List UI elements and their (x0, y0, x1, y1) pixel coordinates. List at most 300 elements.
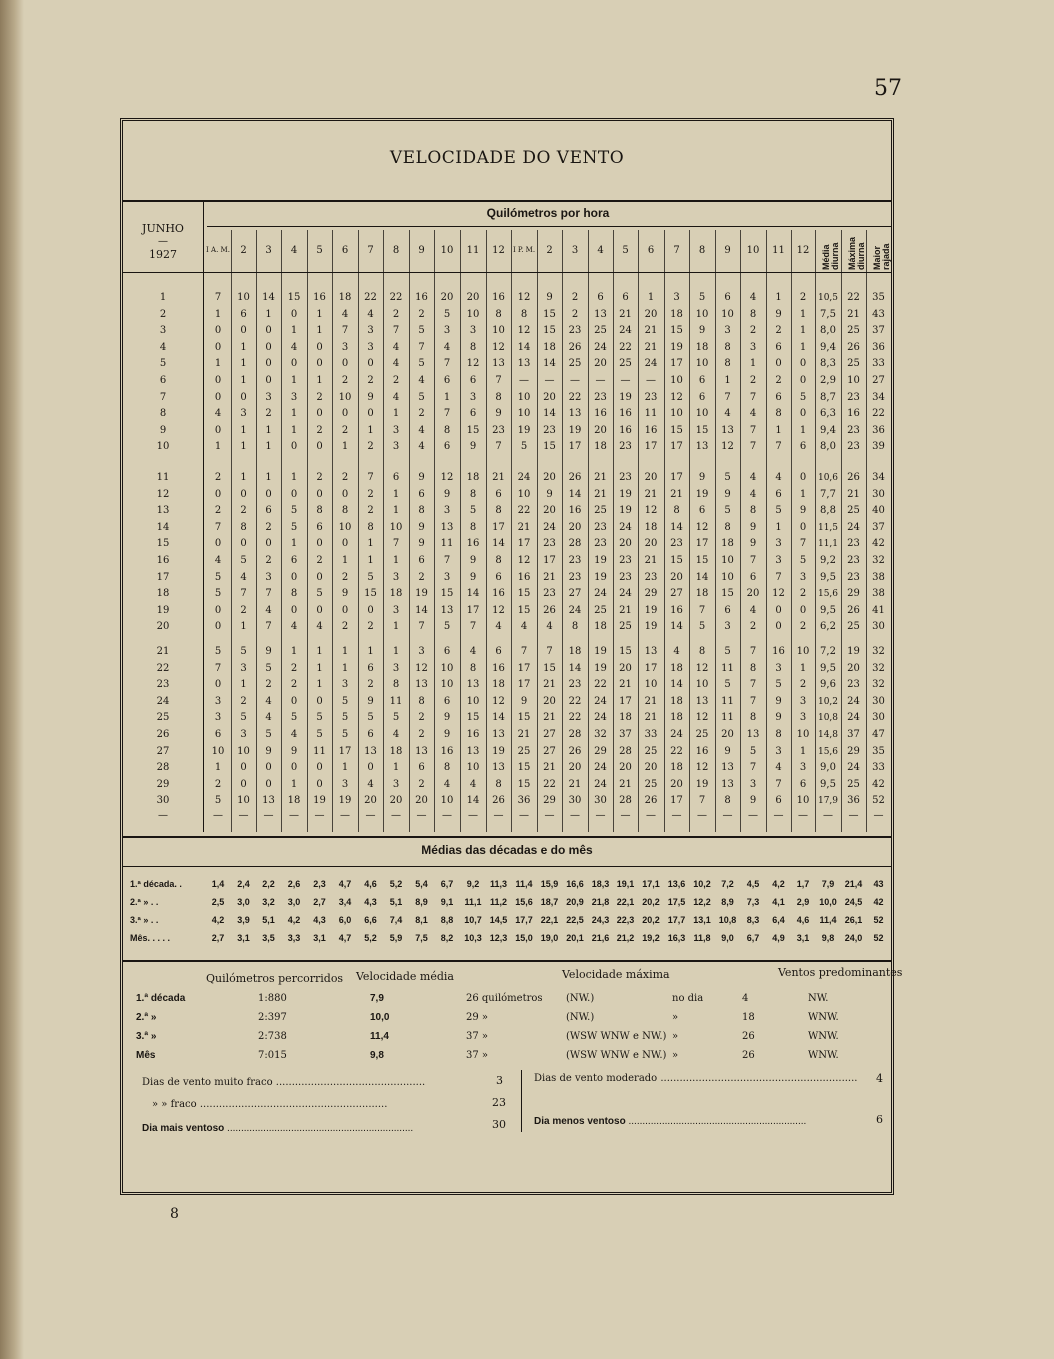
average-cell: 18,3 (591, 879, 610, 889)
table-cell: 10 (670, 375, 683, 386)
table-cell: 17 (492, 521, 505, 533)
table-cell: 10 (492, 325, 505, 337)
averages-bottom-rule (122, 960, 892, 962)
average-cell: 11,3 (489, 879, 508, 889)
table-cell: 5 (341, 695, 349, 707)
table-cell: 4 (265, 695, 272, 707)
empty-row-cell: — (671, 810, 682, 821)
hour-header: 9 (418, 245, 425, 256)
table-cell: 12 (517, 292, 531, 303)
table-cell: 30 (872, 621, 885, 633)
day-label: 6 (159, 375, 167, 386)
table-cell: 4 (520, 621, 528, 633)
table-cell: 19 (594, 571, 607, 583)
table-cell: 3 (265, 571, 272, 583)
average-cell: 4,6 (796, 915, 810, 925)
averages-title-rule (122, 866, 892, 867)
day-label: 13 (156, 505, 170, 517)
table-cell: 8 (495, 391, 502, 403)
table-cell: 3 (290, 391, 298, 403)
table-cell: 0 (290, 571, 298, 583)
table-cell: 23 (568, 679, 582, 691)
table-cell: 17 (670, 795, 683, 807)
table-cell: 22 (670, 745, 683, 757)
table-cell: 25 (568, 358, 582, 370)
table-cell: 2 (341, 424, 349, 436)
table-cell: 7,7 (820, 488, 836, 500)
table-cell: 4 (367, 778, 374, 790)
table-cell: 16 (644, 424, 658, 436)
table-cell: 15 (517, 762, 531, 774)
table-cell: 2 (240, 505, 247, 517)
table-cell: 9 (469, 441, 477, 453)
table-cell: 7 (495, 441, 502, 453)
table-cell: 1 (265, 472, 272, 483)
table-cell: 3 (240, 408, 247, 420)
table-cell: 1 (341, 646, 349, 657)
summary-wind: WNW. (808, 1031, 839, 1042)
average-label: 1.ª década. . (130, 879, 182, 889)
table-cell: 5 (240, 555, 247, 566)
table-cell: 5 (214, 795, 222, 807)
table-cell: 3 (724, 621, 731, 633)
empty-row-cell: — (848, 810, 859, 821)
table-cell: 1 (392, 621, 400, 633)
table-cell: 10,8 (817, 713, 839, 724)
table-cell: 1 (316, 679, 323, 691)
table-cell: 16 (517, 571, 531, 583)
hour-header: 4 (290, 245, 298, 256)
table-cell: 19 (313, 795, 326, 807)
average-cell: 13,1 (693, 915, 711, 925)
table-cell: 0 (316, 341, 323, 353)
average-cell: 10,3 (464, 933, 482, 943)
table-cell: 11 (389, 695, 403, 707)
table-cell: 6 (418, 762, 425, 774)
table-cell: 7 (418, 621, 425, 633)
table-cell: 1 (392, 555, 400, 566)
table-cell: 37 (872, 521, 885, 533)
table-cell: 7 (443, 358, 451, 370)
table-cell: 12 (517, 325, 531, 337)
table-cell: 0 (799, 604, 807, 616)
table-cell: 2 (775, 325, 782, 337)
table-cell: 0 (265, 488, 272, 500)
table-cell: 0 (367, 358, 374, 370)
table-cell: 1 (367, 646, 374, 657)
table-cell: 6 (443, 695, 451, 707)
average-cell: 15,6 (515, 897, 533, 907)
table-cell: 2 (799, 679, 807, 691)
table-cell: 17,9 (817, 796, 839, 807)
table-cell: 42 (872, 538, 885, 550)
table-cell: 7 (749, 646, 757, 657)
table-cell: 14 (670, 621, 683, 633)
table-cell: 19 (644, 621, 658, 633)
table-cell: 5 (724, 505, 731, 517)
empty-row-cell: — (391, 810, 401, 821)
table-cell: 8 (469, 341, 477, 353)
table-cell: 30 (872, 712, 885, 724)
table-cell: 7 (367, 472, 374, 483)
summary-direction: (NW.) (566, 993, 595, 1004)
table-cell: 21 (517, 729, 531, 740)
table-cell: 1 (214, 308, 222, 320)
summary-day-label: » (672, 1031, 679, 1042)
hour-header: I A. M. (206, 246, 230, 254)
table-cell: 6 (316, 521, 323, 533)
table-cell: 1 (799, 662, 807, 674)
table-cell: 3 (775, 555, 782, 566)
table-cell: 10 (237, 745, 250, 757)
table-cell: 18 (389, 588, 403, 600)
table-cell: 0 (214, 325, 222, 337)
table-cell: 4 (367, 308, 374, 320)
table-cell: 5 (341, 729, 349, 740)
table-cell: 10 (796, 795, 810, 807)
table-cell: 6 (367, 662, 374, 674)
hour-header: I P. M. (512, 246, 536, 254)
table-cell: 17 (338, 745, 352, 757)
table-cell: 14 (543, 358, 556, 370)
table-cell: 9,6 (820, 679, 836, 691)
table-cell: — (595, 375, 606, 386)
table-cell: — (519, 375, 529, 386)
table-cell: 4 (443, 778, 451, 790)
average-cell: 3,0 (287, 897, 301, 907)
table-cell: 1 (443, 391, 451, 403)
table-cell: 12 (695, 712, 709, 724)
table-cell: 0 (290, 762, 298, 774)
table-cell: — (646, 375, 656, 386)
table-cell: 1 (799, 488, 807, 500)
table-cell: 16 (466, 729, 480, 740)
table-cell: 9 (367, 391, 374, 403)
table-cell: 6 (622, 292, 629, 303)
table-cell: 8 (724, 341, 731, 353)
table-cell: 7,2 (820, 646, 836, 657)
average-cell: 3,4 (338, 897, 352, 907)
body-bottom-rule (122, 836, 892, 838)
average-cell: 8,9 (415, 897, 428, 907)
table-cell: 1 (290, 424, 298, 436)
table-cell: 12 (492, 341, 505, 353)
hour-header: 10 (746, 245, 760, 256)
table-cell: 9 (775, 712, 782, 724)
table-cell: 1 (341, 762, 349, 774)
table-cell: 14 (543, 408, 556, 420)
table-cell: 7 (265, 621, 272, 633)
table-cell: 20 (466, 292, 480, 303)
day-label: 20 (156, 621, 170, 633)
table-cell: 4 (290, 341, 298, 353)
table-cell: 5 (775, 505, 782, 517)
table-cell: 12 (670, 391, 683, 403)
table-cell: 2 (367, 621, 374, 633)
table-cell: 14 (670, 521, 683, 533)
table-cell: 18 (670, 762, 683, 774)
average-cell: 26,1 (844, 915, 863, 925)
day-label: 19 (156, 604, 170, 616)
table-cell: 1 (316, 646, 323, 657)
table-cell: 24 (847, 712, 860, 724)
table-cell: 19 (517, 424, 531, 436)
table-cell: 15 (517, 588, 531, 600)
table-cell: 3 (443, 505, 451, 517)
hour-header: 5 (316, 245, 323, 256)
table-cell: 3 (443, 325, 451, 337)
table-cell: 13 (466, 679, 480, 691)
summary-km: 1:880 (258, 993, 287, 1004)
table-cell: 5 (367, 712, 374, 724)
table-cell: 17 (543, 555, 556, 566)
table-cell: 18 (568, 646, 582, 657)
table-cell: 6 (469, 408, 477, 420)
day-label: 23 (156, 679, 170, 691)
table-cell: 23 (644, 391, 658, 403)
table-cell: 0 (799, 408, 807, 420)
table-cell: 3 (673, 292, 680, 303)
table-cell: 20 (619, 662, 632, 674)
table-cell: 12 (772, 588, 785, 600)
table-cell: 0 (290, 441, 298, 453)
table-cell: 2 (367, 488, 374, 500)
table-cell: 22 (568, 391, 582, 403)
average-cell: 3,2 (262, 897, 275, 907)
table-cell: 24 (619, 588, 632, 600)
table-cell: 3 (799, 762, 807, 774)
table-cell: 10 (338, 521, 352, 533)
table-cell: 2 (367, 505, 374, 517)
table-cell: 20 (644, 308, 658, 320)
table-cell: 23 (594, 521, 607, 533)
table-cell: 1 (367, 538, 374, 550)
table-cell: 5 (724, 679, 731, 691)
table-cell: 0 (214, 604, 222, 616)
table-cell: 25 (847, 505, 860, 517)
average-cell: 5,1 (389, 897, 403, 907)
table-cell: 20 (721, 729, 734, 740)
average-cell: 4,2 (772, 879, 785, 889)
empty-row-cell: — (646, 810, 656, 821)
table-cell: 8 (290, 588, 298, 600)
summary-label: 2.ª » (136, 1012, 157, 1023)
table-cell: 13 (746, 729, 760, 740)
table-cell: 9 (341, 588, 349, 600)
windiest-value: 30 (492, 1118, 506, 1131)
table-cell: 12 (695, 662, 709, 674)
table-cell: 4 (469, 646, 477, 657)
summary-wind: WNW. (808, 1012, 839, 1023)
table-cell: 5 (443, 621, 451, 633)
summary-day: 26 (742, 1050, 755, 1061)
table-cell: 12 (721, 441, 734, 453)
table-cell: 16 (492, 662, 505, 674)
table-cell: 30 (872, 695, 885, 707)
table-cell: 0 (240, 488, 247, 500)
average-cell: 7,2 (721, 879, 734, 889)
average-cell: 4,1 (772, 897, 785, 907)
table-cell: 0 (316, 358, 323, 370)
table-cell: 35 (872, 292, 885, 303)
average-cell: 9,2 (466, 879, 480, 889)
least-label: Dia menos ventoso ................................................................ (534, 1116, 807, 1127)
table-cell: 29 (594, 745, 607, 757)
table-cell: 24 (594, 778, 607, 790)
empty-row-cell: — (213, 810, 223, 821)
table-cell: 6 (775, 488, 782, 500)
table-cell: 21 (543, 571, 556, 583)
day-label: 28 (156, 762, 170, 774)
table-cell: 17 (670, 472, 683, 483)
day-label: 2 (159, 308, 167, 320)
summary-day-label: no dia (672, 993, 704, 1004)
summary-day: 18 (742, 1012, 755, 1023)
day-label: 11 (156, 472, 170, 483)
table-cell: 21 (644, 325, 658, 337)
table-cell: 2 (341, 621, 349, 633)
table-cell: 20 (594, 424, 607, 436)
day-label: 10 (156, 441, 170, 453)
table-cell: 33 (872, 762, 885, 774)
average-cell: 5,2 (364, 933, 377, 943)
table-cell: 19 (594, 555, 607, 566)
table-cell: 6 (698, 505, 706, 517)
hour-header: 3 (265, 245, 272, 256)
table-cell: 4 (418, 424, 425, 436)
table-cell: 20 (644, 762, 658, 774)
table-cell: 3 (775, 745, 782, 757)
table-cell: 6 (799, 778, 807, 790)
table-cell: 0 (316, 571, 323, 583)
average-cell: 7,3 (746, 897, 760, 907)
table-cell: 10,6 (817, 473, 839, 483)
table-cell: 2 (367, 375, 374, 386)
table-cell: 20 (644, 472, 658, 483)
table-cell: 18 (287, 795, 301, 807)
table-cell: 8 (469, 662, 477, 674)
table-cell: 23 (594, 538, 607, 550)
average-cell: 5,2 (389, 879, 403, 889)
table-cell: 5 (316, 588, 323, 600)
empty-row-label: — (158, 810, 168, 821)
table-cell: 9 (418, 538, 425, 550)
table-cell: 8,0 (820, 325, 836, 337)
table-cell: 20 (568, 762, 582, 774)
table-cell: 5 (240, 646, 247, 657)
table-cell: 1 (392, 646, 400, 657)
table-cell: 3 (392, 778, 400, 790)
weak-label: » » fraco ........................................................... (152, 1099, 388, 1110)
table-cell: 23 (568, 325, 582, 337)
table-cell: 4 (392, 391, 400, 403)
table-cell: 5 (469, 505, 477, 517)
table-cell: 4 (214, 408, 222, 420)
hour-header: 3 (571, 245, 579, 256)
empty-row-cell: — (519, 810, 529, 821)
table-cell: 8 (469, 521, 477, 533)
empty-row-cell: — (873, 810, 884, 821)
table-cell: 33 (644, 729, 658, 740)
empty-row-cell: — (722, 810, 733, 821)
table-cell: 24 (594, 762, 607, 774)
table-cell: 20 (543, 505, 556, 517)
table-cell: 14 (415, 604, 428, 616)
table-cell: 4 (749, 488, 757, 500)
table-cell: 7 (214, 521, 222, 533)
summary-wind: NW. (808, 993, 829, 1004)
table-cell: 17 (466, 604, 480, 616)
table-cell: 1 (240, 341, 247, 353)
table-cell: 43 (872, 308, 885, 320)
table-cell: 8 (367, 521, 374, 533)
summary-day: 4 (742, 993, 749, 1004)
average-cell: 4,3 (364, 897, 377, 907)
table-cell: 3 (367, 341, 374, 353)
day-label: 17 (156, 571, 170, 583)
day-label: 3 (159, 325, 167, 337)
table-cell: 33 (872, 358, 885, 370)
table-cell: 2 (571, 308, 579, 320)
page-number: 57 (874, 76, 902, 101)
table-cell: 1 (214, 441, 222, 453)
table-cell: 7 (392, 325, 400, 337)
average-cell: 18,7 (540, 897, 559, 907)
table-cell: 6 (597, 292, 604, 303)
summary-km: 2:397 (258, 1012, 287, 1023)
table-cell: 3 (799, 712, 807, 724)
table-cell: 18 (670, 308, 683, 320)
table-cell: 3 (799, 695, 807, 707)
table-cell: 15 (517, 604, 531, 616)
table-cell: 2 (799, 292, 807, 303)
table-cell: — (620, 375, 631, 386)
table-cell: 2 (214, 505, 222, 517)
day-label: 8 (159, 408, 167, 420)
table-cell: 5 (698, 292, 706, 303)
table-cell: 20 (670, 778, 683, 790)
table-cell: 0 (265, 325, 272, 337)
table-cell: 17 (695, 538, 709, 550)
table-cell: 25 (847, 358, 860, 370)
year-label: 1927 (149, 248, 177, 261)
table-cell: 3 (214, 695, 222, 707)
table-cell: 1 (392, 408, 400, 420)
table-cell: 1 (392, 488, 400, 500)
table-cell: 18 (670, 662, 683, 674)
very-weak-value: 3 (496, 1074, 503, 1087)
table-cell: 5 (367, 571, 374, 583)
average-cell: 11,4 (819, 915, 837, 925)
table-cell: 19 (338, 795, 352, 807)
table-cell: 17 (517, 538, 531, 550)
table-cell: 18 (594, 441, 607, 453)
table-cell: 10,5 (817, 293, 839, 303)
table-cell: 4 (240, 571, 247, 583)
table-cell: 0 (799, 521, 807, 533)
table-cell: 4 (673, 646, 680, 657)
table-cell: 9 (443, 488, 451, 500)
table-cell: 9 (546, 292, 553, 303)
table-cell: 15 (517, 778, 531, 790)
table-cell: 23 (619, 571, 632, 583)
table-cell: 2 (240, 604, 247, 616)
table-cell: 7 (749, 762, 757, 774)
summary-max-header: Velocidade máxima (562, 968, 670, 981)
table-cell: 10 (440, 679, 454, 691)
table-cell: 8 (418, 505, 425, 517)
table-cell: 8 (775, 729, 782, 740)
